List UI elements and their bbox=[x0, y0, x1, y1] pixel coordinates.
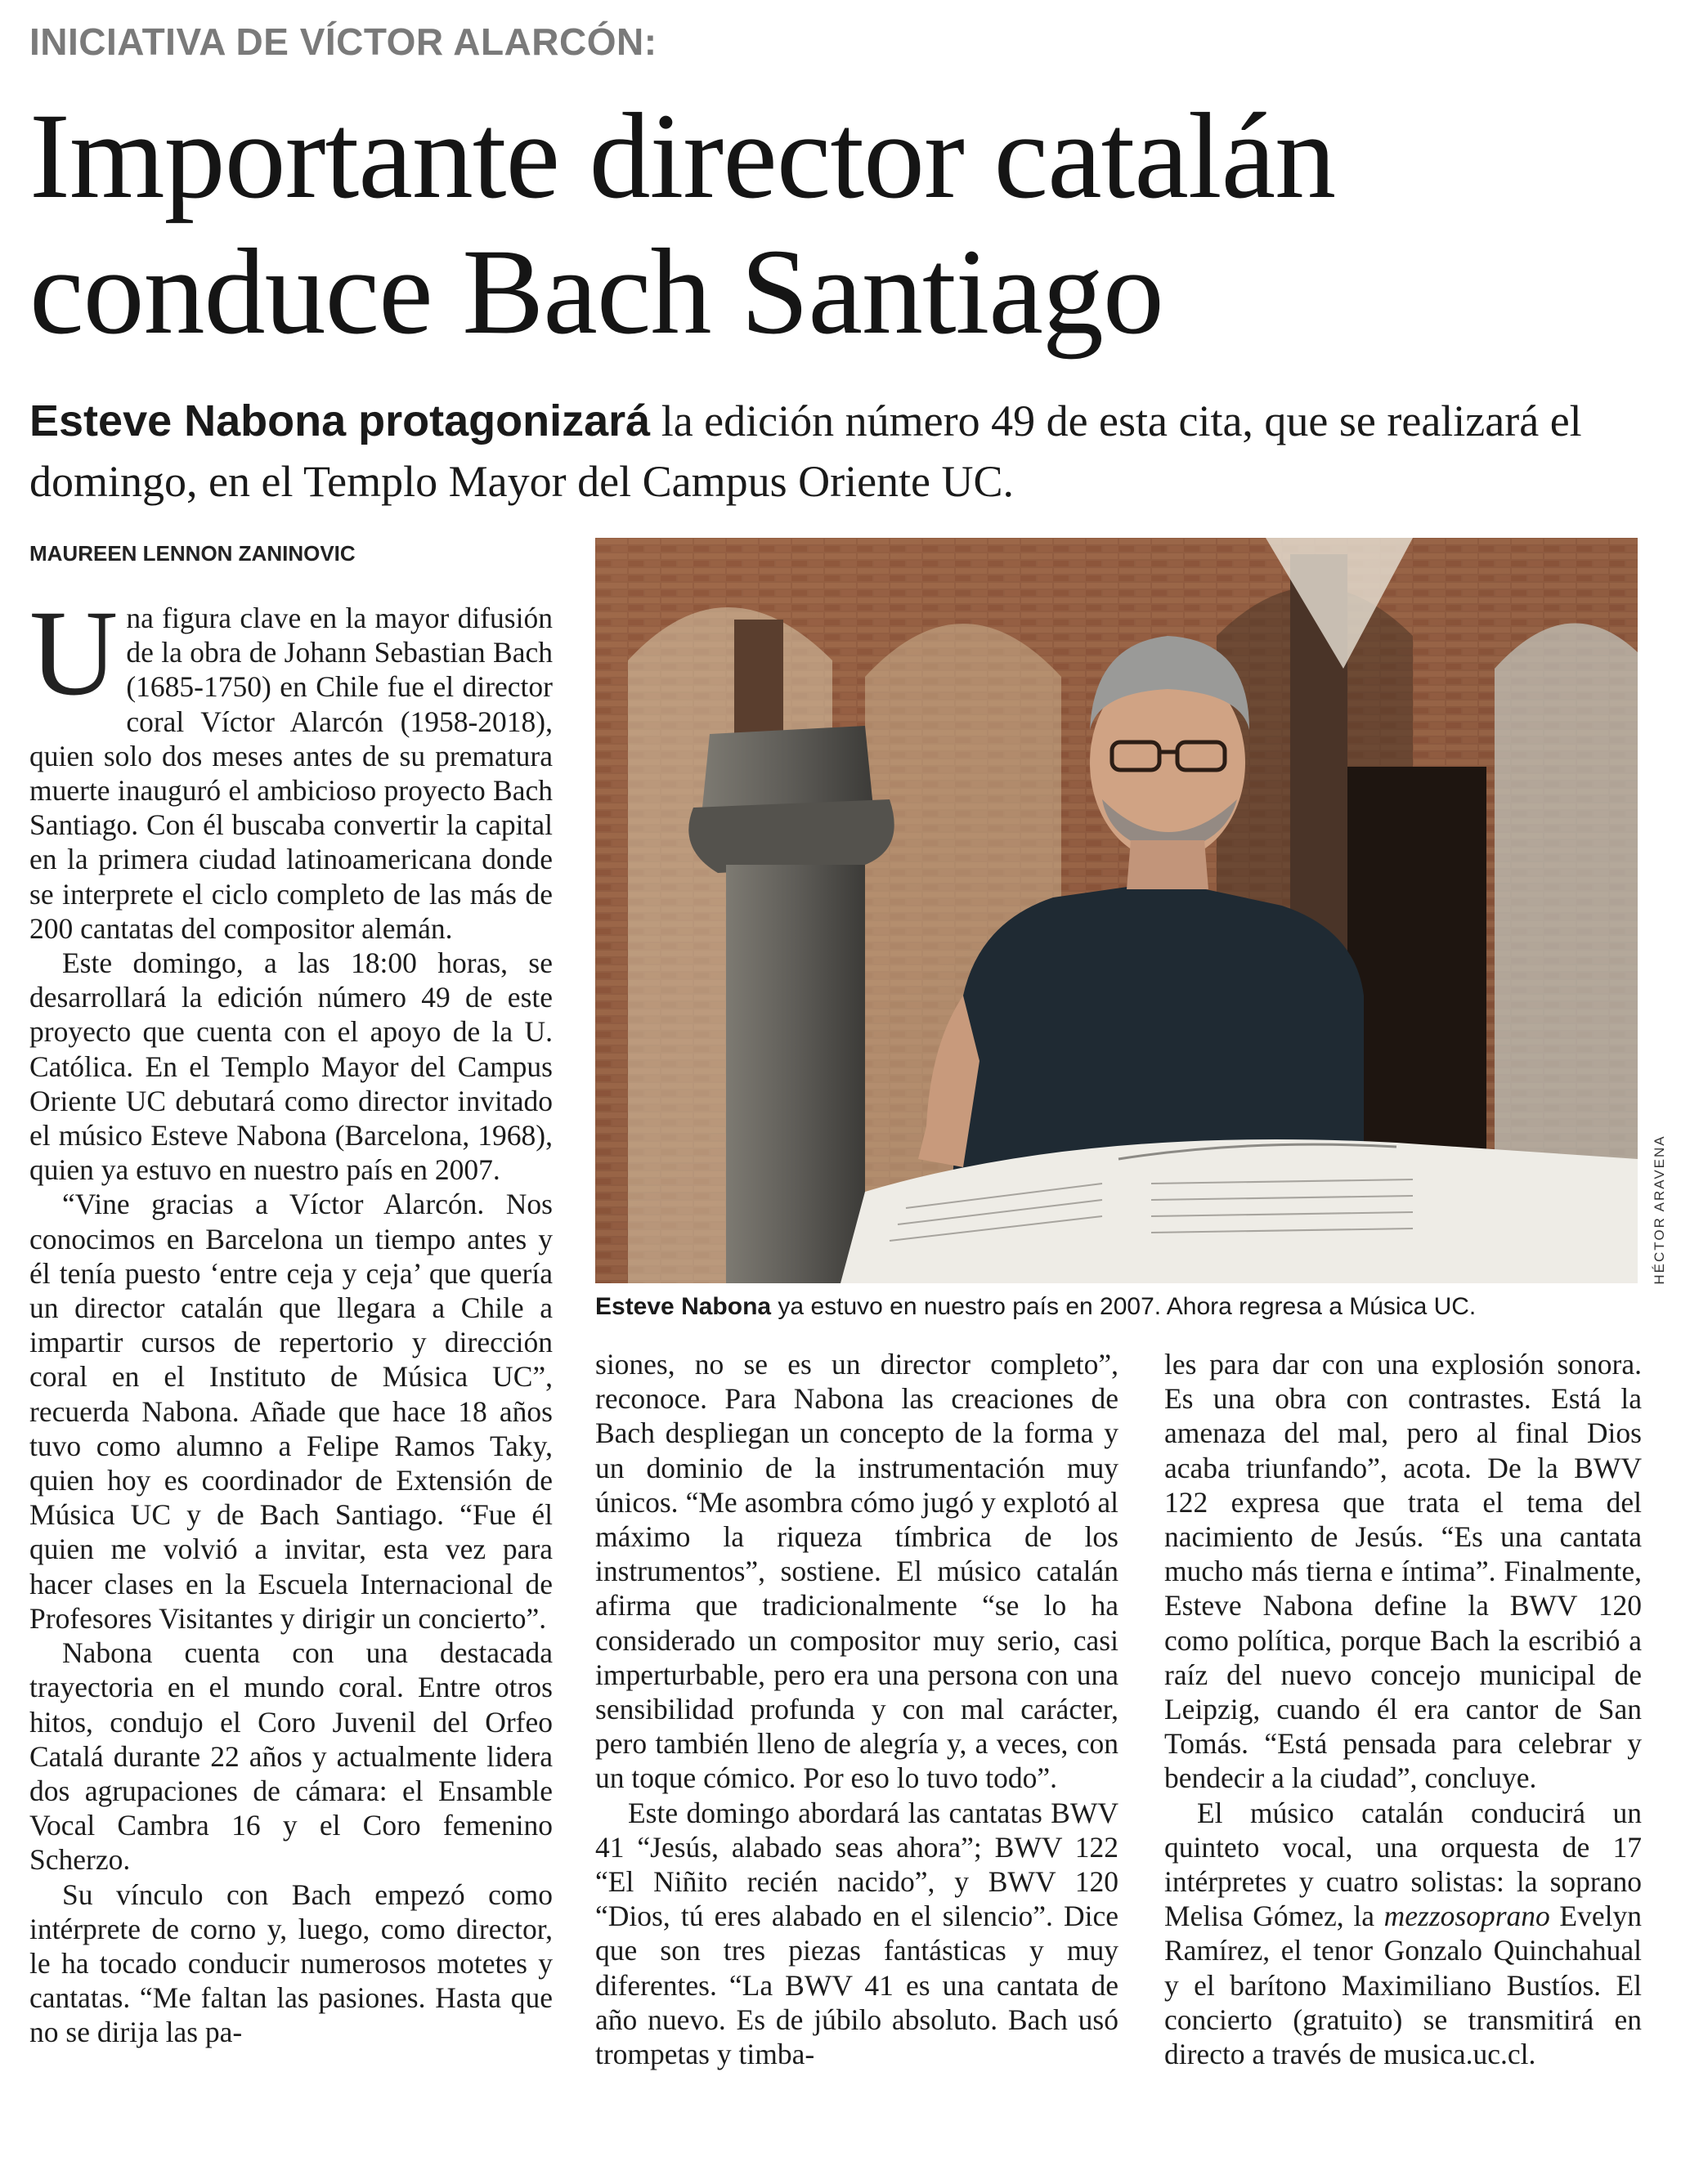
article-column-2 bbox=[595, 1347, 1118, 2071]
headline bbox=[29, 88, 1648, 360]
article-column-3 bbox=[1164, 1347, 1642, 2071]
article-paragraph: Este domingo abordará las cantatas BWV 41 “Jesús, alabado seas ahora”; BWV 122 “El Niñito recién nacido”, y BWV 120 “Dios, tú eres alabado en el silencio”. Dice que son tres piezas fantásticas y muy diferentes. “La BWV 41 es una cantata de año nuevo. Es de júbilo absoluto. Bach usó trompetas y timba- bbox=[595, 1796, 1118, 2071]
photo-credit: HÉCTOR ARAVENA bbox=[1652, 1135, 1667, 1285]
headline-line-2: conduce Bach Santiago bbox=[29, 224, 1163, 360]
caption-bold: Esteve Nabona bbox=[595, 1293, 772, 1320]
article-paragraph: Su vínculo con Bach empezó como intérprete de corno y, luego, como director, le ha tocado conducir numerosos motetes y cantatas. “Me faltan las pasiones. Hasta que no se dirija las pa- bbox=[29, 1877, 553, 2049]
italic-term: mezzosoprano bbox=[1383, 1900, 1550, 1933]
article-paragraph: Este domingo, a las 18:00 horas, se desarrollará la edición número 49 de este proyecto que cuenta con el apoyo de la U. Católica. En el Templo Mayor del Campus Oriente UC debutará como director invitado el músico Esteve Nabona (Barcelona, 1968), quien ya estuvo en nuestro país en 2007. bbox=[29, 947, 553, 1187]
caption-text: ya estuvo en nuestro país en 2007. Ahora regresa a Música UC. bbox=[771, 1293, 1477, 1320]
paragraph-text: Evelyn Ramírez, el tenor Gonzalo Quinchahual y el barítono Maximiliano Bustíos. El concierto (gratuito) se transmitirá en directo a través de musica.uc.cl. bbox=[1164, 1900, 1642, 2071]
dropcap: U bbox=[29, 585, 119, 721]
article-paragraph: Nabona cuenta con una destacada trayectoria en el mundo coral. Entre otros hitos, condujo el Coro Juvenil del Orfeo Catalá durante 22 años y actualmente lidera dos agrupaciones de cámara: el Ensamble Vocal Cambra 16 y el Coro femenino Scherzo. bbox=[29, 1636, 553, 1877]
deck-text: la edición número 49 de esta cita, que se realizará el domingo, en el Templo Mayor del Campus Oriente UC. bbox=[29, 396, 1582, 506]
photo-caption bbox=[595, 1291, 1650, 1322]
article-photo bbox=[595, 538, 1638, 1283]
article-paragraph: “Vine gracias a Víctor Alarcón. Nos conocimos en Barcelona un tiempo antes y él tenía puesto ‘entre ceja y ceja’ que quería un director catalán que llegara a Chile a impartir cursos de repertorio y dirección coral en el Instituto de Música UC”, recuerda Nabona. Añade que hace 18 años tuvo como alumno a Felipe Ramos Taky, quien hoy es coordinador de Extensión de Música UC y de Bach Santiago. “Fue él quien me volvió a invitar, esta vez para hacer clases en la Escuela Internacional de Profesores Visitantes y dirigir un concierto”. bbox=[29, 1188, 553, 1635]
paragraph-text: na figura clave en la mayor difusión de la obra de Johann Sebastian Bach (1685-1750) en Chile fue el director coral Víctor Alarcón (1958-2018), quien solo dos meses antes de su prematura muerte inauguró el ambicioso proyecto Bach Santiago. Con él buscaba convertir la capital en la primera ciudad latinoamericana donde se interprete el ciclo completo de las más de 200 cantatas del compositor alemán. bbox=[29, 602, 553, 945]
paragraph-text: El músico catalán conducirá un quinteto vocal, una orquesta de 17 intérpretes y cuatro solistas: la soprano Melisa Gómez, la bbox=[1164, 1796, 1642, 1933]
article-paragraph bbox=[1164, 1796, 1642, 2072]
kicker: INICIATIVA DE VÍCTOR ALARCÓN: bbox=[29, 20, 657, 63]
byline: MAUREEN LENNON ZANINOVIC bbox=[29, 541, 356, 566]
headline-line-1: Importante director catalán bbox=[29, 88, 1336, 224]
article-column-1 bbox=[29, 585, 553, 2050]
article-paragraph: siones, no se es un director completo”, reconoce. Para Nabona las creaciones de Bach despliegan un concepto de la forma y un dominio de la instrumentación muy únicos. “Me asombra cómo jugó y explotó al máximo la riqueza tímbrica de los instrumentos”, sostiene. El músico catalán afirma que tradicionalmente “se lo ha considerado un compositor muy serio, casi imperturbable, pero era una persona con una sensibilidad profunda y con mal carácter, pero también lleno de alegría y, a veces, con un toque cómico. Por eso lo tuvo todo”. bbox=[595, 1348, 1118, 1795]
article-paragraph bbox=[29, 585, 553, 946]
article-paragraph: les para dar con una explosión sonora. Es una obra con contrastes. Está la amenaza del mal, pero al final Dios acaba triunfando”, acota. De la BWV 122 expresa que trata el tema del nacimiento de Jesús. “Es una cantata mucho más tierna e íntima”. Finalmente, Esteve Nabona define la BWV 120 como política, porque Bach la escribió a raíz del nuevo concejo municipal de Leipzig, cuando él era cantor de San Tomás. “Está pensada para celebrar y bendecir a la ciudad”, concluye. bbox=[1164, 1348, 1642, 1795]
deck bbox=[29, 391, 1656, 512]
deck-bold: Esteve Nabona protagonizará bbox=[29, 396, 651, 445]
